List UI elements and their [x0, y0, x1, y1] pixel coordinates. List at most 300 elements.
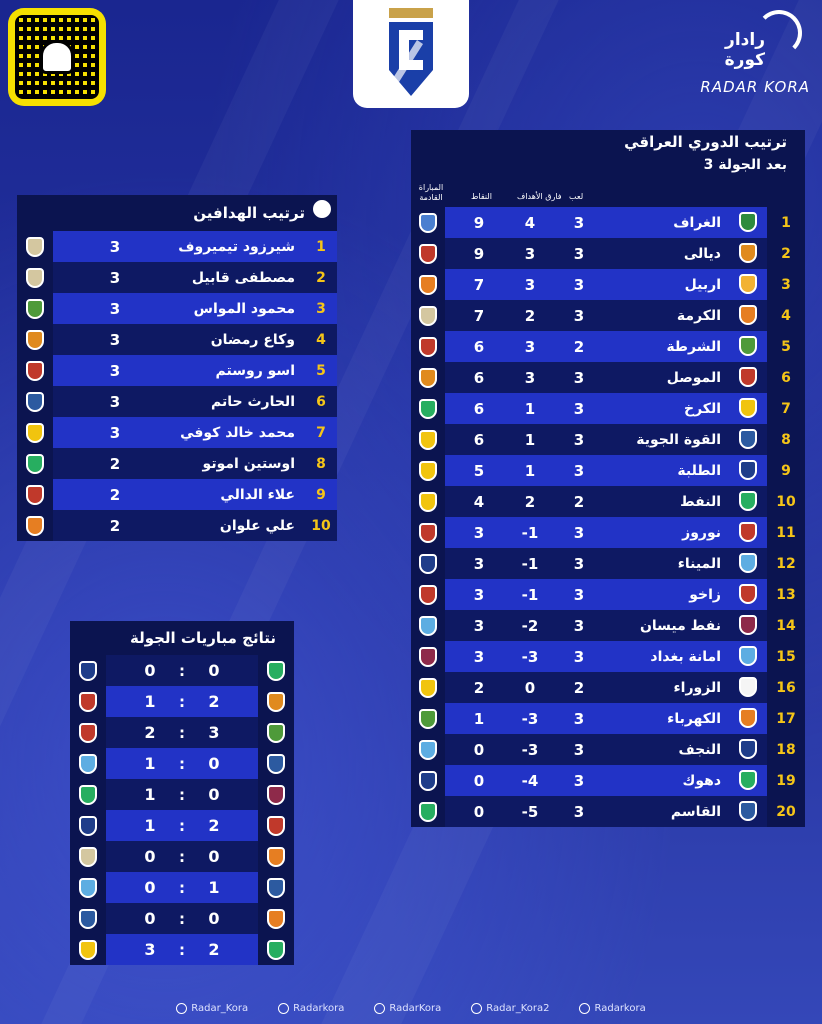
points-value: 7 — [473, 275, 485, 294]
next-opponent — [411, 362, 445, 393]
social-handle: RadarKora — [389, 1003, 442, 1014]
instagram-icon — [278, 1003, 289, 1014]
next-opponent-crest-icon — [419, 585, 437, 605]
standings-column-headers — [411, 176, 805, 207]
brand-arabic: رادار كورة — [724, 30, 765, 70]
played-value: 3 — [573, 771, 585, 790]
team-rank: 8 — [767, 424, 805, 455]
social-footer — [0, 1003, 822, 1014]
away-score: 2 — [144, 723, 156, 742]
away-team — [70, 903, 106, 934]
radar-swirl-icon — [756, 10, 802, 56]
social-link[interactable] — [278, 1003, 344, 1014]
goal-difference-value: -1 — [521, 585, 539, 604]
home-team — [258, 655, 294, 686]
next-opponent-crest-icon — [419, 647, 437, 667]
scorer-club — [17, 417, 53, 448]
club-crest-icon — [26, 392, 44, 412]
standings-row — [411, 610, 805, 641]
home-score: 0 — [208, 661, 220, 680]
scorer-row — [17, 479, 337, 510]
home-team — [258, 934, 294, 965]
col-played: لعب — [569, 192, 584, 201]
radar-kora-brand — [690, 10, 810, 96]
result-row — [70, 655, 294, 686]
team-crest-icon — [739, 646, 757, 666]
team-rank: 5 — [767, 331, 805, 362]
team-name: امانة بغداد — [650, 648, 721, 665]
score-separator: : — [179, 940, 185, 959]
team-rank: 13 — [767, 579, 805, 610]
home-score: 3 — [208, 723, 220, 742]
played-value: 3 — [573, 213, 585, 232]
team-name: الكرخ — [684, 400, 721, 417]
team-name: الطلبة — [677, 462, 721, 479]
team-name: القوة الجوية — [636, 431, 721, 448]
away-team — [70, 686, 106, 717]
points-value: 7 — [473, 306, 485, 325]
points-value: 6 — [473, 337, 485, 356]
social-handle: Radar_Kora — [191, 1003, 249, 1014]
round-results-table — [70, 621, 294, 965]
home-crest-icon — [267, 723, 285, 743]
scorer-name: وكاع رمضان — [210, 331, 295, 348]
team-rank: 15 — [767, 641, 805, 672]
next-opponent — [411, 579, 445, 610]
away-crest-icon — [79, 816, 97, 836]
telegram-icon — [471, 1003, 482, 1014]
scorer-rank: 7 — [316, 424, 326, 441]
team-name: ديالى — [683, 245, 721, 262]
away-score: 1 — [144, 785, 156, 804]
home-team — [258, 686, 294, 717]
points-value: 1 — [473, 709, 485, 728]
snapchat-icon — [374, 1003, 385, 1014]
home-team — [258, 779, 294, 810]
points-value: 3 — [473, 616, 485, 635]
home-team — [258, 717, 294, 748]
goal-difference-value: 0 — [524, 678, 536, 697]
x-icon — [176, 1003, 187, 1014]
scorers-header — [17, 195, 337, 231]
next-opponent-crest-icon — [419, 740, 437, 760]
played-value: 2 — [573, 492, 585, 511]
away-score: 0 — [144, 909, 156, 928]
played-value: 3 — [573, 616, 585, 635]
standings-row — [411, 579, 805, 610]
scorer-goals: 2 — [109, 516, 121, 535]
next-opponent-crest-icon — [419, 368, 437, 388]
points-value: 9 — [473, 244, 485, 263]
club-crest-icon — [26, 516, 44, 536]
team-name: زاخو — [689, 586, 721, 603]
away-crest-icon — [79, 661, 97, 681]
next-opponent-crest-icon — [419, 616, 437, 636]
scorer-rank: 2 — [316, 269, 326, 286]
next-opponent — [411, 765, 445, 796]
away-team — [70, 872, 106, 903]
results-header — [70, 621, 294, 655]
goal-difference-value: 2 — [524, 492, 536, 511]
home-crest-icon — [267, 878, 285, 898]
team-crest-icon — [739, 739, 757, 759]
played-value: 3 — [573, 430, 585, 449]
scorer-goals: 2 — [109, 454, 121, 473]
home-score: 1 — [208, 878, 220, 897]
home-crest-icon — [267, 909, 285, 929]
score-separator: : — [179, 878, 185, 897]
scorer-name: محمود المواس — [193, 300, 295, 317]
team-name: القاسم — [670, 803, 721, 820]
standings-row — [411, 300, 805, 331]
away-crest-icon — [79, 878, 97, 898]
goal-difference-value: 3 — [524, 244, 536, 263]
club-crest-icon — [26, 330, 44, 350]
goal-difference-value: -1 — [521, 554, 539, 573]
standings-row — [411, 517, 805, 548]
result-row — [70, 686, 294, 717]
points-value: 3 — [473, 554, 485, 573]
scorer-row — [17, 355, 337, 386]
standings-table — [411, 130, 805, 827]
standings-row — [411, 548, 805, 579]
scorer-goals: 3 — [109, 299, 121, 318]
next-opponent-crest-icon — [419, 213, 437, 233]
standings-row — [411, 207, 805, 238]
next-opponent-crest-icon — [419, 802, 437, 822]
standings-subtitle: بعد الجولة 3 — [703, 157, 787, 173]
top-scorers-table — [17, 195, 337, 541]
home-team — [258, 810, 294, 841]
played-value: 3 — [573, 523, 585, 542]
result-row — [70, 810, 294, 841]
points-value: 0 — [473, 740, 485, 759]
team-rank: 2 — [767, 238, 805, 269]
result-row — [70, 717, 294, 748]
scorer-name: الحارث حاتم — [211, 393, 295, 410]
score-separator: : — [179, 816, 185, 835]
away-score: 1 — [144, 816, 156, 835]
club-crest-icon — [26, 423, 44, 443]
next-opponent — [411, 548, 445, 579]
next-opponent — [411, 300, 445, 331]
goal-difference-value: -3 — [521, 740, 539, 759]
home-crest-icon — [267, 785, 285, 805]
away-crest-icon — [79, 754, 97, 774]
team-rank: 4 — [767, 300, 805, 331]
team-rank: 11 — [767, 517, 805, 548]
points-value: 3 — [473, 647, 485, 666]
away-team — [70, 934, 106, 965]
scorer-club — [17, 262, 53, 293]
away-score: 0 — [144, 847, 156, 866]
club-crest-icon — [26, 454, 44, 474]
scorer-row — [17, 417, 337, 448]
scorer-rank: 8 — [316, 455, 326, 472]
team-rank: 7 — [767, 393, 805, 424]
home-crest-icon — [267, 847, 285, 867]
standings-row — [411, 734, 805, 765]
col-points: النقاط — [471, 192, 492, 201]
team-crest-icon — [739, 398, 757, 418]
scorer-goals: 3 — [109, 330, 121, 349]
team-crest-icon — [739, 708, 757, 728]
points-value: 3 — [473, 523, 485, 542]
social-link[interactable] — [471, 1003, 549, 1014]
home-team — [258, 903, 294, 934]
next-opponent — [411, 207, 445, 238]
standings-row — [411, 238, 805, 269]
next-opponent-crest-icon — [419, 678, 437, 698]
away-team — [70, 779, 106, 810]
club-crest-icon — [26, 485, 44, 505]
standings-header — [411, 130, 805, 176]
team-rank: 19 — [767, 765, 805, 796]
scorer-row — [17, 324, 337, 355]
next-opponent — [411, 703, 445, 734]
team-name: دهوك — [682, 772, 721, 789]
team-name: اربيل — [684, 276, 721, 293]
team-rank: 3 — [767, 269, 805, 300]
points-value: 0 — [473, 802, 485, 821]
standings-row — [411, 703, 805, 734]
scorer-goals: 3 — [109, 237, 121, 256]
points-value: 9 — [473, 213, 485, 232]
home-score: 0 — [208, 847, 220, 866]
goal-difference-value: 4 — [524, 213, 536, 232]
played-value: 3 — [573, 585, 585, 604]
scorer-goals: 3 — [109, 423, 121, 442]
goal-difference-value: 3 — [524, 337, 536, 356]
next-opponent-crest-icon — [419, 399, 437, 419]
social-handle: Radar_Kora2 — [486, 1003, 550, 1014]
next-opponent — [411, 796, 445, 827]
team-rank: 10 — [767, 486, 805, 517]
result-row — [70, 779, 294, 810]
standings-row — [411, 672, 805, 703]
next-opponent — [411, 517, 445, 548]
goal-difference-value: 1 — [524, 430, 536, 449]
club-crest-icon — [26, 361, 44, 381]
team-crest-icon — [739, 460, 757, 480]
team-rank: 12 — [767, 548, 805, 579]
score-separator: : — [179, 692, 185, 711]
home-score: 0 — [208, 909, 220, 928]
scorer-rank: 6 — [316, 393, 326, 410]
scorer-row — [17, 293, 337, 324]
snapchat-ghost-icon — [40, 40, 74, 74]
played-value: 2 — [573, 337, 585, 356]
away-team — [70, 841, 106, 872]
scorer-goals: 3 — [109, 268, 121, 287]
scorer-name: اسو روستم — [215, 362, 295, 379]
next-opponent-crest-icon — [419, 430, 437, 450]
team-name: النفط — [680, 493, 721, 510]
home-crest-icon — [267, 754, 285, 774]
away-team — [70, 748, 106, 779]
played-value: 3 — [573, 647, 585, 666]
standings-row — [411, 486, 805, 517]
next-opponent — [411, 455, 445, 486]
scorer-name: علي علوان — [219, 517, 295, 534]
home-team — [258, 841, 294, 872]
standings-row — [411, 641, 805, 672]
brand-english: RADAR KORA — [700, 78, 810, 96]
scorer-club — [17, 231, 53, 262]
away-crest-icon — [79, 785, 97, 805]
scorer-row — [17, 386, 337, 417]
goal-difference-value: -3 — [521, 709, 539, 728]
scorer-club — [17, 386, 53, 417]
team-crest-icon — [739, 677, 757, 697]
team-crest-icon — [739, 367, 757, 387]
score-separator: : — [179, 661, 185, 680]
home-crest-icon — [267, 661, 285, 681]
next-opponent-crest-icon — [419, 771, 437, 791]
goal-difference-value: -2 — [521, 616, 539, 635]
team-name: الكرمة — [676, 307, 721, 324]
goal-difference-value: -5 — [521, 802, 539, 821]
team-name: الميناء — [677, 555, 721, 572]
social-handle: Radarkora — [594, 1003, 646, 1014]
team-name: الكهرباء — [667, 710, 721, 727]
next-opponent — [411, 641, 445, 672]
standings-title: ترتيب الدوري العراقي — [624, 133, 787, 151]
next-opponent-crest-icon — [419, 337, 437, 357]
next-opponent-crest-icon — [419, 554, 437, 574]
scorer-row — [17, 448, 337, 479]
scorer-name: محمد خالد كوفي — [180, 424, 295, 441]
next-opponent-crest-icon — [419, 275, 437, 295]
team-crest-icon — [739, 801, 757, 821]
played-value: 3 — [573, 244, 585, 263]
points-value: 4 — [473, 492, 485, 511]
scorer-rank: 1 — [316, 238, 326, 255]
goal-difference-value: 3 — [524, 368, 536, 387]
away-score: 3 — [144, 940, 156, 959]
next-opponent-crest-icon — [419, 306, 437, 326]
away-crest-icon — [79, 847, 97, 867]
team-crest-icon — [739, 243, 757, 263]
scorer-club — [17, 448, 53, 479]
goal-difference-value: -3 — [521, 647, 539, 666]
team-name: الموصل — [666, 369, 721, 386]
played-value: 3 — [573, 306, 585, 325]
next-opponent-crest-icon — [419, 244, 437, 264]
next-opponent — [411, 486, 445, 517]
standings-row — [411, 765, 805, 796]
scorer-goals: 3 — [109, 361, 121, 380]
played-value: 3 — [573, 399, 585, 418]
team-crest-icon — [739, 305, 757, 325]
social-handle: Radarkora — [293, 1003, 345, 1014]
next-opponent — [411, 672, 445, 703]
result-row — [70, 748, 294, 779]
scorer-rank: 10 — [311, 517, 331, 534]
away-crest-icon — [79, 692, 97, 712]
points-value: 0 — [473, 771, 485, 790]
result-row — [70, 934, 294, 965]
goal-difference-value: 2 — [524, 306, 536, 325]
played-value: 3 — [573, 554, 585, 573]
away-team — [70, 717, 106, 748]
points-value: 6 — [473, 399, 485, 418]
team-crest-icon — [739, 522, 757, 542]
team-crest-icon — [739, 491, 757, 511]
scorer-rank: 3 — [316, 300, 326, 317]
scorer-goals: 3 — [109, 392, 121, 411]
scorer-row — [17, 510, 337, 541]
col-next-match: المباراة القادمة — [418, 183, 444, 202]
scorer-name: اوستين اموتو — [202, 455, 295, 472]
scorers-title: ترتيب الهدافين — [193, 204, 305, 222]
team-rank: 6 — [767, 362, 805, 393]
points-value: 6 — [473, 430, 485, 449]
snapchat-qr-code[interactable] — [8, 8, 106, 106]
team-crest-icon — [739, 553, 757, 573]
threads-icon — [579, 1003, 590, 1014]
away-score: 1 — [144, 692, 156, 711]
team-rank: 16 — [767, 672, 805, 703]
next-opponent-crest-icon — [419, 709, 437, 729]
goal-difference-value: 1 — [524, 461, 536, 480]
club-crest-icon — [26, 237, 44, 257]
points-value: 5 — [473, 461, 485, 480]
standings-row — [411, 796, 805, 827]
team-name: نوروز — [682, 524, 721, 541]
next-opponent — [411, 734, 445, 765]
team-crest-icon — [739, 584, 757, 604]
next-opponent — [411, 393, 445, 424]
standings-row — [411, 269, 805, 300]
points-value: 6 — [473, 368, 485, 387]
social-link[interactable] — [579, 1003, 645, 1014]
scorer-name: مصطفى قابيل — [191, 269, 295, 286]
next-opponent — [411, 424, 445, 455]
team-rank: 9 — [767, 455, 805, 486]
away-score: 0 — [144, 878, 156, 897]
scorer-name: شيرزود تيميروف — [178, 238, 295, 255]
played-value: 3 — [573, 709, 585, 728]
played-value: 3 — [573, 275, 585, 294]
played-value: 3 — [573, 461, 585, 480]
next-opponent — [411, 610, 445, 641]
team-name: النجف — [678, 741, 721, 758]
results-title: نتائج مباريات الجولة — [129, 629, 276, 647]
played-value: 3 — [573, 802, 585, 821]
score-separator: : — [179, 909, 185, 928]
away-crest-icon — [79, 909, 97, 929]
next-opponent — [411, 238, 445, 269]
home-score: 0 — [208, 785, 220, 804]
home-crest-icon — [267, 816, 285, 836]
social-link[interactable] — [374, 1003, 441, 1014]
team-name: الزوراء — [673, 679, 721, 696]
standings-row — [411, 455, 805, 486]
social-link[interactable] — [176, 1003, 248, 1014]
score-separator: : — [179, 754, 185, 773]
scorer-rank: 9 — [316, 486, 326, 503]
away-team — [70, 655, 106, 686]
played-value: 3 — [573, 368, 585, 387]
team-rank: 14 — [767, 610, 805, 641]
home-team — [258, 872, 294, 903]
team-rank: 18 — [767, 734, 805, 765]
team-crest-icon — [739, 770, 757, 790]
home-score: 2 — [208, 816, 220, 835]
score-separator: : — [179, 847, 185, 866]
scorer-club — [17, 293, 53, 324]
